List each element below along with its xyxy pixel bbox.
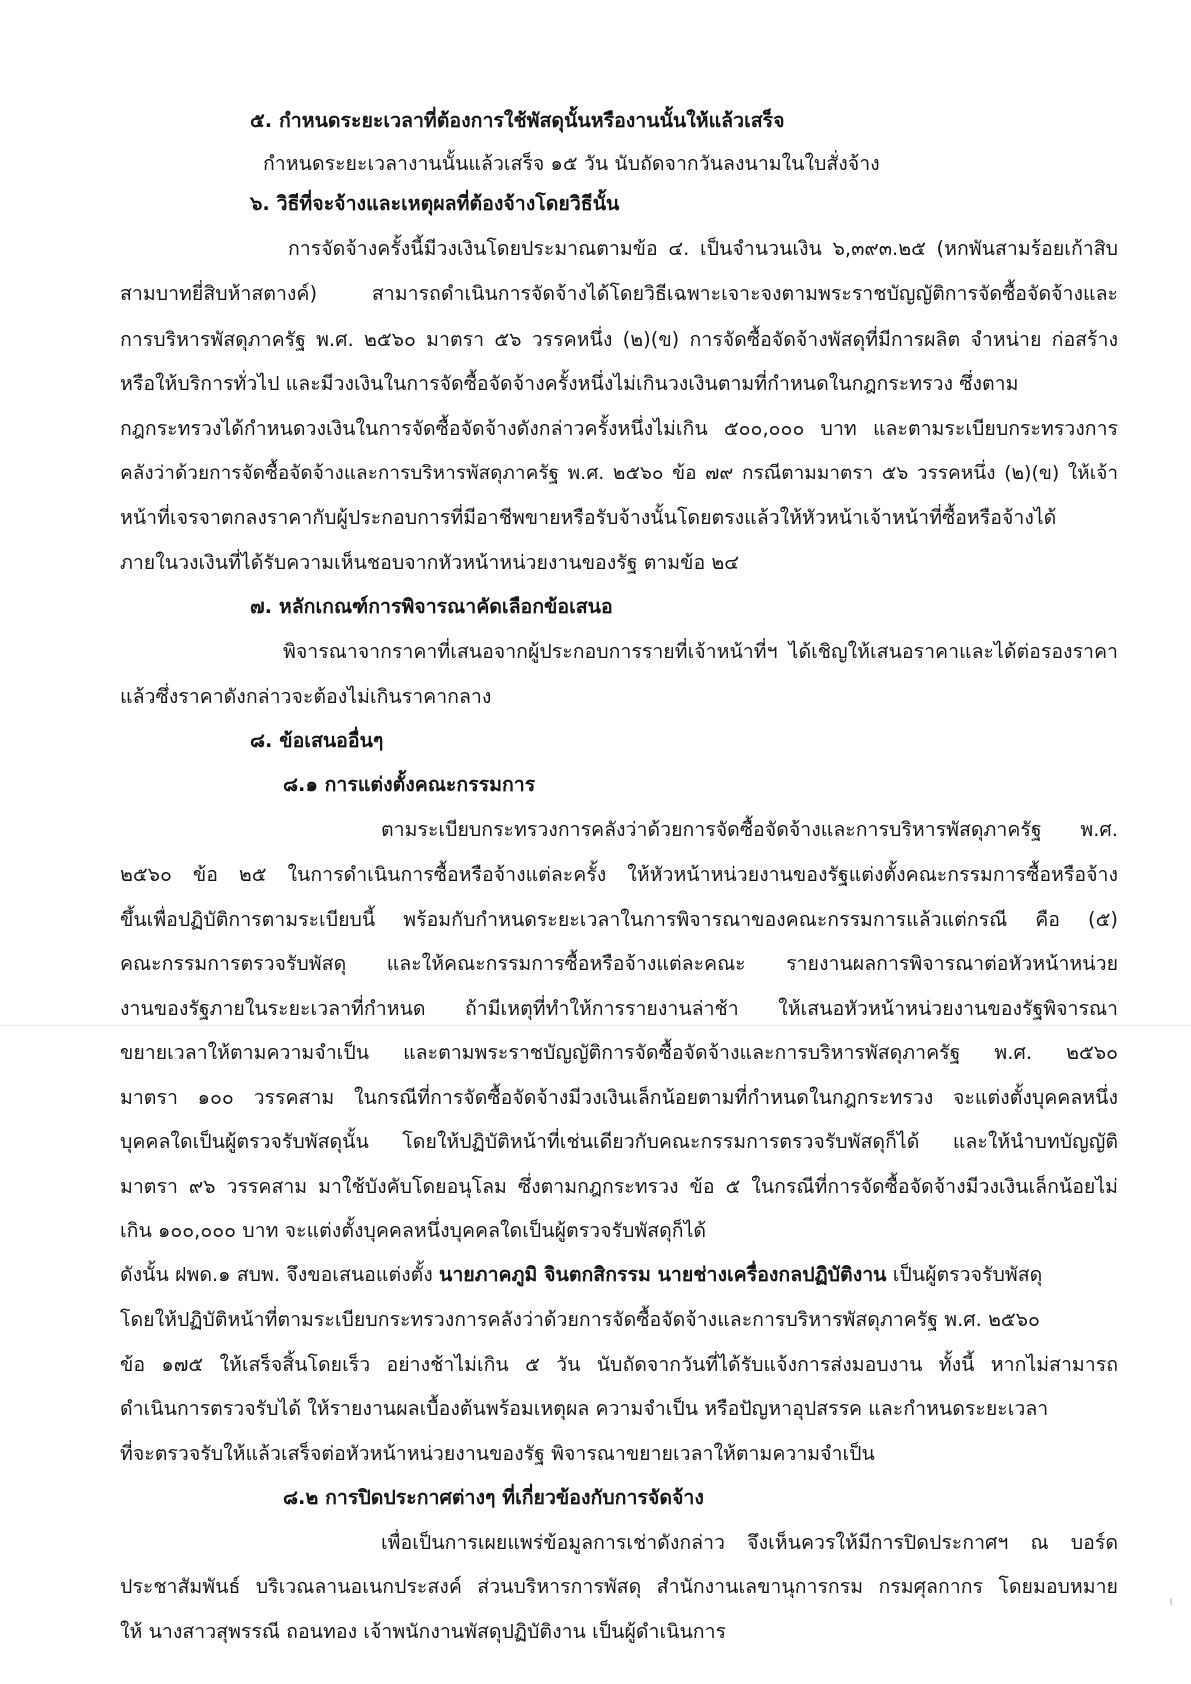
heading-section-6: ๖. วิธีที่จะจ้างและเหตุผลที่ต้องจ้างโดยวิธีนั้น: [250, 192, 620, 215]
paragraph-line: โดยให้ปฏิบัติหน้าที่ตามระเบียบกระทรวงการคลังว่าด้วยการจัดซื้อจัดจ้างและการบริหารพัสดุภาครัฐ พ.ศ. ๒๕๖๐: [120, 1308, 1040, 1331]
paragraph-line: สามบาทยี่สิบห้าสตางค์) สามารถดำเนินการจัดจ้างได้โดยวิธีเฉพาะเจาะจงตามพระราชบัญญัติการจัดซื้อจัดจ้างและ: [120, 282, 1118, 305]
paragraph-line: เกิน ๑๐๐,๐๐๐ บาท จะแต่งตั้งบุคคลหนึ่งบุคคลใดเป็นผู้ตรวจรับพัสดุก็ได้: [120, 1219, 707, 1242]
paragraph-line: งานของรัฐภายในระยะเวลาที่กำหนด ถ้ามีเหตุที่ทำให้การรายงานล่าช้า ให้เสนอหัวหน้าหน่วยงานของรัฐพิจารณา: [120, 997, 1118, 1020]
paragraph-line: หน้าที่เจรจาตกลงราคากับผู้ประกอบการที่มีอาชีพขายหรือรับจ้างนั้นโดยตรงแล้วให้หัวหน้าเจ้าหน้าที่ซื้อหรือจ้างได้: [120, 506, 1057, 529]
paragraph-line: เพื่อเป็นการเผยแพร่ข้อมูลการเช่าดังกล่าว จึงเห็นควรให้มีการปิดประกาศฯ ณ บอร์ด: [381, 1531, 1118, 1554]
nomination-line: [120, 1258, 1042, 1292]
heading-section-8-1: ๘.๑ การแต่งตั้งคณะกรรมการ: [283, 773, 536, 796]
paragraph-line: บุคคลใดเป็นผู้ตรวจรับพัสดุนั้น โดยให้ปฏิบัติหน้าที่เช่นเดียวกับคณะกรรมการตรวจรับพัสดุก็ได้ และให้นำบทบัญญัติ: [120, 1130, 1118, 1153]
paragraph-line: การจัดจ้างครั้งนี้มีวงเงินโดยประมาณตามข้อ ๔. เป็นจำนวนเงิน ๖,๓๙๓.๒๕ (หกพันสามร้อยเก้าสิบ: [288, 237, 1118, 260]
paragraph-line: คลังว่าด้วยการจัดซื้อจัดจ้างและการบริหารพัสดุภาครัฐ พ.ศ. ๒๕๖๐ ข้อ ๗๙ กรณีตามมาตรา ๕๖ วรรคหนึ่ง (๒)(ข) ให้เจ้า: [120, 462, 1118, 484]
paragraph-line: คณะกรรมการตรวจรับพัสดุ และให้คณะกรรมการซื้อหรือจ้างแต่ละคณะ รายงานผลการพิจารณาต่อหัวหน้าหน่วย: [120, 952, 1118, 975]
paragraph-line: ให้ นางสาวสุพรรณี ถอนทอง เจ้าพนักงานพัสดุปฏิบัติงาน เป็นผู้ดำเนินการ: [120, 1620, 727, 1643]
paragraph-line: ดำเนินการตรวจรับได้ ให้รายงานผลเบื้องต้นพร้อมเหตุผล ความจำเป็น หรือปัญหาอุปสรรค และกำหนดระยะเวลา: [120, 1397, 1049, 1420]
nomination-prefix: ดังนั้น ฝพด.๑ สบพ. จึงขอเสนอแต่งตั้ง: [120, 1263, 440, 1286]
heading-section-7: ๗. หลักเกณฑ์การพิจารณาคัดเลือกข้อเสนอ: [250, 595, 613, 618]
scan-speck: [1170, 1598, 1172, 1605]
heading-section-5: ๕. กำหนดระยะเวลาที่ต้องการใช้พัสดุนั้นหรืองานนั้นให้แล้วเสร็จ: [250, 109, 785, 132]
paragraph-line: ตามระเบียบกระทรวงการคลังว่าด้วยการจัดซื้อจัดจ้างและการบริหารพัสดุภาครัฐ พ.ศ.: [381, 818, 1118, 841]
paragraph-line: ประชาสัมพันธ์ บริเวณลานอเนกประสงค์ ส่วนบริหารการพัสดุ สำนักงานเลขานุการกรม กรมศุลกากร โดยมอบหมาย: [120, 1575, 1118, 1598]
paragraph-line: กฎกระทรวงได้กำหนดวงเงินในการจัดซื้อจัดจ้างดังกล่าวครั้งหนึ่งไม่เกิน ๕๐๐,๐๐๐ บาท และตามระเบียบกระทรวงการ: [120, 417, 1118, 440]
heading-section-8: ๘. ข้อเสนออื่นๆ: [250, 729, 384, 752]
paragraph-line: กำหนดระยะเวลางานนั้นแล้วเสร็จ ๑๕ วัน นับถัดจากวันลงนามในใบสั่งจ้าง: [263, 152, 880, 175]
paragraph-line: มาตรา ๑๐๐ วรรคสาม ในกรณีที่การจัดซื้อจัดจ้างมีวงเงินเล็กน้อยตามที่กำหนดในกฎกระทรวง จะแต่งตั้งบุคคลหนึ่ง: [120, 1086, 1118, 1109]
paragraph-line: ๒๕๖๐ ข้อ ๒๕ ในการดำเนินการซื้อหรือจ้างแต่ละครั้ง ให้หัวหน้าหน่วยงานของรัฐแต่งตั้งคณะกรรมการซื้อหรือจ้าง: [120, 863, 1118, 886]
paragraph-line: การบริหารพัสดุภาครัฐ พ.ศ. ๒๕๖๐ มาตรา ๕๖ วรรคหนึ่ง (๒)(ข) การจัดซื้อจัดจ้างพัสดุที่มีการผลิต จำหน่าย ก่อสร้าง: [120, 328, 1118, 351]
paragraph-line: ขึ้นเพื่อปฏิบัติการตามระเบียบนี้ พร้อมกับกำหนดระยะเวลาในการพิจารณาของคณะกรรมการแล้วแต่กรณี คือ (๕): [120, 908, 1118, 931]
nominee-name: นายภาคภูมิ จินตกสิกรรม นายช่างเครื่องกลปฏิบัติงาน: [439, 1263, 887, 1286]
paragraph-line: แล้วซึ่งราคาดังกล่าวจะต้องไม่เกินราคากลาง: [120, 685, 492, 708]
paragraph-line: พิจารณาจากราคาที่เสนอจากผู้ประกอบการรายที่เจ้าหน้าที่ฯ ได้เชิญให้เสนอราคาและได้ต่อรองราคา: [283, 640, 1118, 663]
nomination-suffix: เป็นผู้ตรวจรับพัสดุ: [886, 1263, 1043, 1286]
paragraph-line: ข้อ ๑๗๕ ให้เสร็จสิ้นโดยเร็ว อย่างช้าไม่เกิน ๕ วัน นับถัดจากวันที่ได้รับแจ้งการส่งมอบงาน ทั้งนี้ หากไม่สามารถ: [120, 1353, 1118, 1376]
paragraph-line: ที่จะตรวจรับให้แล้วเสร็จต่อหัวหน้าหน่วยงานของรัฐ พิจารณาขยายเวลาให้ตามความจำเป็น: [120, 1442, 875, 1465]
paragraph-line: ภายในวงเงินที่ได้รับความเห็นชอบจากหัวหน้าหน่วยงานของรัฐ ตามข้อ ๒๔: [120, 551, 740, 574]
heading-section-8-2: ๘.๒ การปิดประกาศต่างๆ ที่เกี่ยวข้องกับการจัดจ้าง: [283, 1486, 704, 1509]
scan-artifact-line: [0, 1025, 1191, 1026]
paragraph-line: ขยายเวลาให้ตามความจำเป็น และตามพระราชบัญญัติการจัดซื้อจัดจ้างและการบริหารพัสดุภาครัฐ พ.ศ. ๒๕๖๐: [120, 1041, 1118, 1064]
paragraph-line: มาตรา ๙๖ วรรคสาม มาใช้บังคับโดยอนุโลม ซึ่งตามกฎกระทรวง ข้อ ๕ ในกรณีที่การจัดซื้อจัดจ้างมีวงเงินเล็กน้อยไม่: [120, 1175, 1118, 1198]
paragraph-line: หรือให้บริการทั่วไป และมีวงเงินในการจัดซื้อจัดจ้างครั้งหนึ่งไม่เกินวงเงินตามที่กำหนดในกฎกระทรวง ซึ่งตาม: [120, 372, 1019, 395]
